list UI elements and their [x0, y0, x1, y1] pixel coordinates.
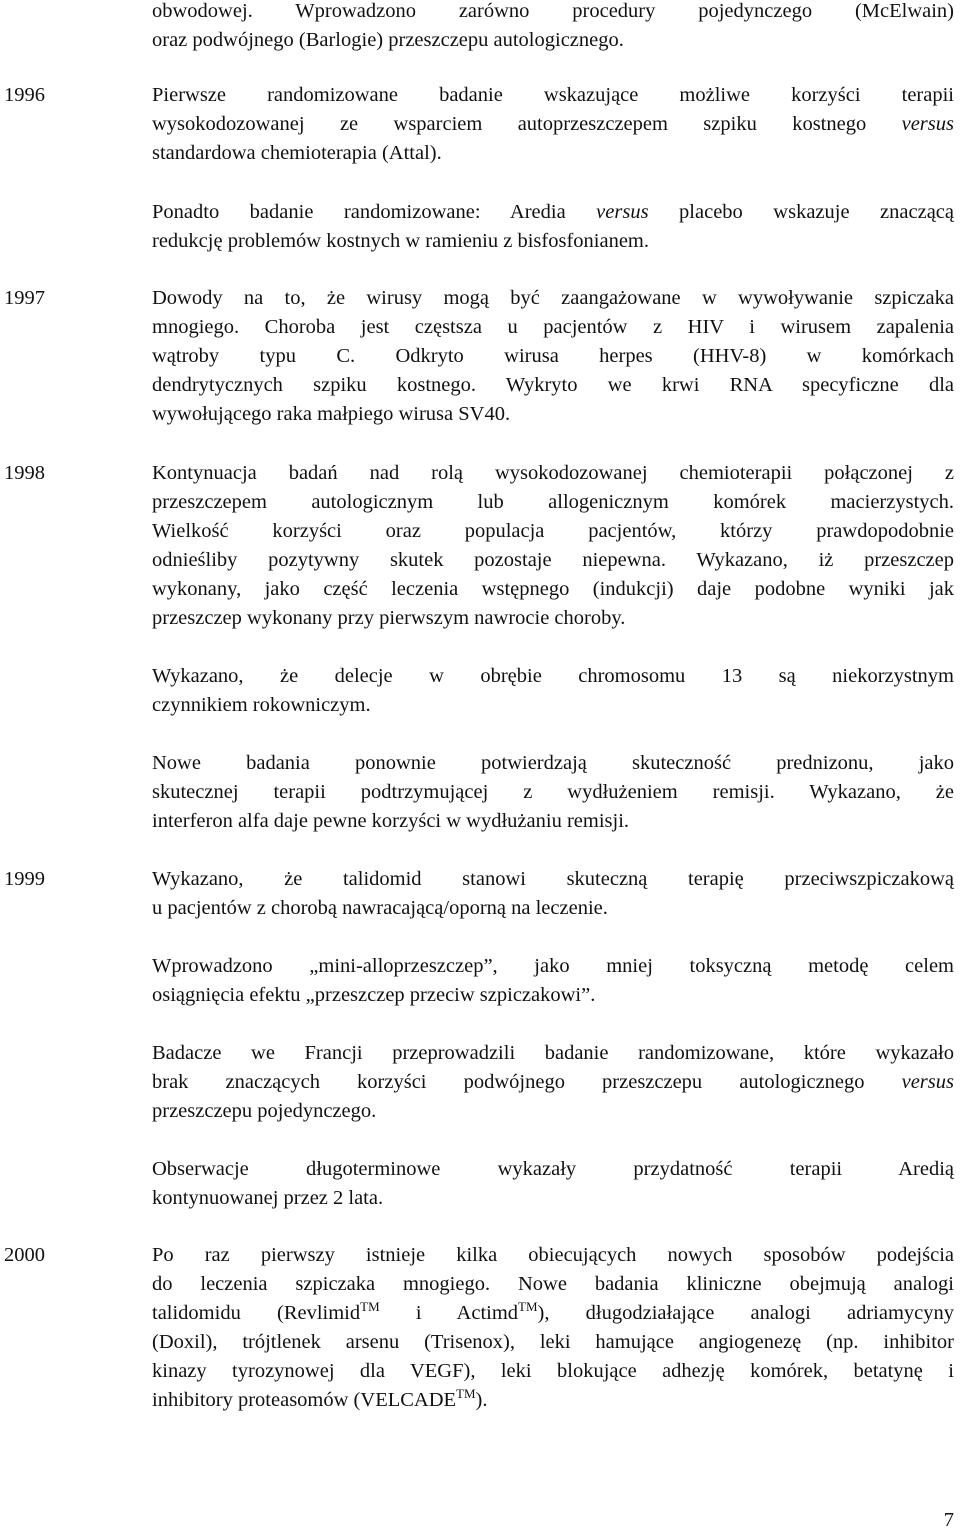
text-line: Kontynuacja badań nad rolą wysokodozowanej chemioterapii połączonej z — [152, 462, 954, 484]
entry-paragraph — [152, 952, 954, 1010]
entry-paragraph — [152, 459, 954, 633]
text-line: obwodowej. Wprowadzono zarówno procedury pojedynczego (McElwain) — [152, 0, 954, 22]
italic-term: versus — [901, 113, 954, 135]
text-line: interferon alfa daje pewne korzyści w wydłużaniu remisji. — [152, 810, 630, 832]
text-line: wywołującego raka małpiego wirusa SV40. — [152, 403, 511, 425]
text-line: inhibitory proteasomów (VELCADE™). — [152, 1386, 488, 1411]
text-line: redukcję problemów kostnych w ramieniu z bisfosfonianem. — [152, 230, 649, 252]
text-line: Pierwsze randomizowane badanie wskazujące możliwe korzyści terapii — [152, 84, 954, 106]
text-line: do leczenia szpiczaka mnogiego. Nowe badania kliniczne obejmują analogi — [152, 1273, 954, 1295]
text-line: przeszczep wykonany przy pierwszym nawrocie choroby. — [152, 607, 626, 629]
italic-term: versus — [901, 1071, 954, 1093]
trademark-superscript: TM — [360, 1299, 380, 1314]
year-label: 2000 — [4, 1244, 45, 1266]
text-line: u pacjentów z chorobą nawracającą/oporną na leczenie. — [152, 897, 608, 919]
text-line: Badacze we Francji przeprowadzili badanie randomizowane, które wykazało — [152, 1042, 954, 1064]
entry-paragraph — [152, 1155, 954, 1213]
trademark-superscript: TM — [518, 1299, 538, 1314]
text-line: oraz podwójnego (Barlogie) przeszczepu autologicznego. — [152, 29, 624, 51]
entry-paragraph — [152, 1039, 954, 1126]
text-line: osiągnięcia efektu „przeszczep przeciw szpiczakowi”. — [152, 984, 596, 1006]
text-line: Wielkość korzyści oraz populacja pacjentów, którzy prawdopodobnie — [152, 520, 954, 542]
text-line: (Doxil), trójtlenek arsenu (Trisenox), leki hamujące angiogenezę (np. inhibitor — [152, 1331, 954, 1353]
text-line: Obserwacje długoterminowe wykazały przydatność terapii Aredią — [152, 1158, 954, 1180]
text-line: talidomidu (Revlimid™ i Actimd™), długodziałające analogi adriamycyny — [152, 1299, 954, 1324]
text-line: wykonany, jako część leczenia wstępnego (indukcji) daje podobne wyniki jak — [152, 578, 954, 600]
text-line: brak znaczących korzyści podwójnego przeszczepu autologicznego versus — [152, 1071, 954, 1093]
text-line: kinazy tyrozynowej dla VEGF), leki blokujące adhezję komórek, betatynę i — [152, 1360, 954, 1382]
text-line: Wprowadzono „mini-alloprzeszczep”, jako mniej toksyczną metodę celem — [152, 955, 954, 977]
text-line: wątroby typu C. Odkryto wirusa herpes (HHV-8) w komórkach — [152, 345, 954, 367]
text-line: mnogiego. Choroba jest częstsza u pacjentów z HIV i wirusem zapalenia — [152, 316, 954, 338]
entry-paragraph — [152, 81, 954, 168]
entry-paragraph — [152, 865, 954, 923]
text-line: czynnikiem rokowniczym. — [152, 694, 371, 716]
text-line: przeszczepem autologicznym lub allogenicznym komórek macierzystych. — [152, 491, 954, 513]
italic-term: versus — [596, 201, 649, 223]
entry-paragraph — [152, 662, 954, 720]
text-line: Ponadto badanie randomizowane: Aredia versus placebo wskazuje znaczącą — [152, 201, 954, 223]
text-line: standardowa chemioterapia (Attal). — [152, 142, 442, 164]
text-line: Wykazano, że talidomid stanowi skuteczną terapię przeciwszpiczakową — [152, 868, 954, 890]
page-number: 7 — [943, 1509, 954, 1531]
entry-paragraph — [152, 284, 954, 429]
text-line: dendrytycznych szpiku kostnego. Wykryto we krwi RNA specyficzne dla — [152, 374, 954, 396]
entry-paragraph — [152, 1241, 954, 1415]
year-label: 1999 — [4, 868, 45, 890]
text-line: wysokodozowanej ze wsparciem autoprzeszczepem szpiku kostnego versus — [152, 113, 954, 135]
trademark-superscript: TM — [456, 1386, 476, 1401]
text-line: Dowody na to, że wirusy mogą być zaangażowane w wywoływanie szpiczaka — [152, 287, 954, 309]
entry-paragraph — [152, 198, 954, 256]
text-line: kontynuowanej przez 2 lata. — [152, 1187, 384, 1209]
text-line: Wykazano, że delecje w obrębie chromosomu 13 są niekorzystnym — [152, 665, 954, 687]
intro-paragraph — [152, 0, 954, 55]
text-line: Nowe badania ponownie potwierdzają skuteczność prednizonu, jako — [152, 752, 954, 774]
year-label: 1996 — [4, 84, 45, 106]
year-label: 1997 — [4, 287, 45, 309]
text-line: przeszczepu pojedynczego. — [152, 1100, 377, 1122]
text-line: skutecznej terapii podtrzymującej z wydłużeniem remisji. Wykazano, że — [152, 781, 954, 803]
entry-paragraph — [152, 749, 954, 836]
year-label: 1998 — [4, 462, 45, 484]
text-line: Po raz pierwszy istnieje kilka obiecujących nowych sposobów podejścia — [152, 1244, 954, 1266]
text-line: odnieśliby pozytywny skutek pozostaje niepewna. Wykazano, iż przeszczep — [152, 549, 954, 571]
